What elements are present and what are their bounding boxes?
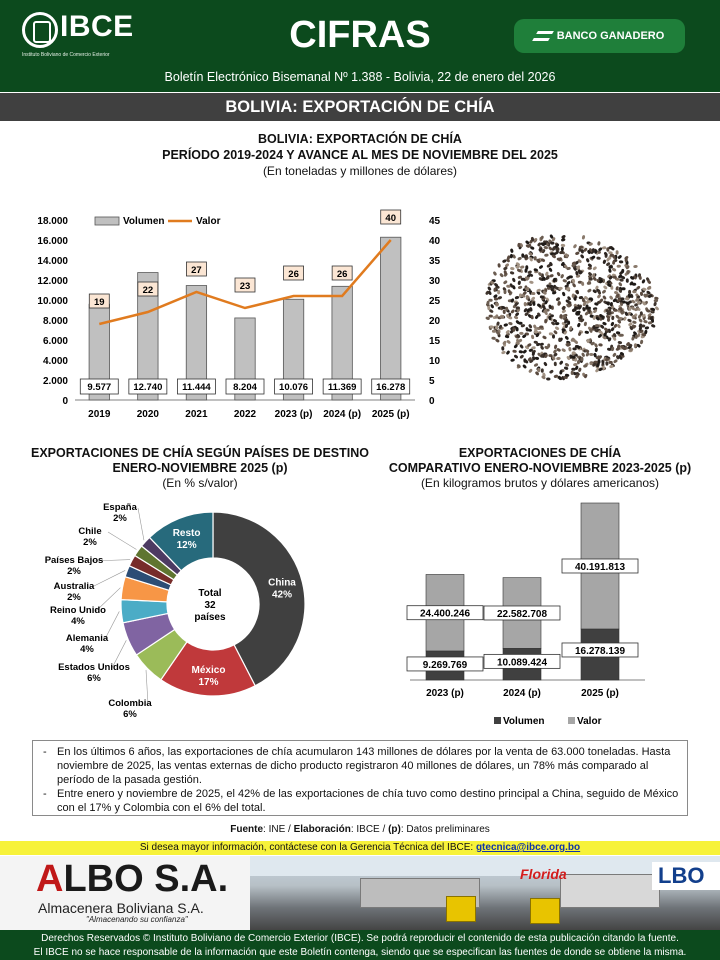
chia-seed <box>632 320 637 324</box>
valor-data-label: 22 <box>142 285 154 296</box>
slice-value-label: 17% <box>198 676 219 688</box>
albo-logo <box>36 858 228 901</box>
logo-subtitle: Instituto Boliviano de Comercio Exterior <box>22 52 110 58</box>
chia-seed <box>616 323 621 328</box>
chia-seed <box>529 280 534 284</box>
chia-seed <box>603 285 608 290</box>
albo-tagline: "Almacenando su confianza" <box>86 915 188 924</box>
chia-seed <box>543 361 548 366</box>
chia-seed <box>517 256 522 261</box>
chia-seed <box>508 321 513 325</box>
chia-seed <box>543 246 548 250</box>
chia-seed <box>556 271 561 276</box>
chia-seed <box>540 345 545 350</box>
y-left-tick-label: 4.000 <box>42 356 68 367</box>
albo-logo-text: LBO S.A. <box>63 858 229 900</box>
chia-seed <box>561 244 566 248</box>
valor-data-label: 26 <box>336 269 348 280</box>
chia-seed <box>549 274 554 278</box>
slice-value-label: 2% <box>83 537 97 548</box>
chia-seed <box>577 323 581 328</box>
x-tick-label: 2023 (p) <box>426 688 464 699</box>
y-right-tick-label: 5 <box>429 376 435 387</box>
chia-seed <box>653 301 657 306</box>
chia-seed <box>502 259 507 264</box>
chia-seed <box>643 319 648 323</box>
chia-seed <box>562 291 566 296</box>
volume-data-label: 9.577 <box>87 382 112 393</box>
chia-seed <box>564 366 569 370</box>
albo-subtitle: Almacenera Boliviana S.A. <box>38 900 204 916</box>
albo-logo-initial: A <box>36 858 64 900</box>
logo-text: IBCE <box>60 10 134 43</box>
main-chart <box>30 205 460 425</box>
chia-seed <box>605 361 609 366</box>
y-right-tick-label: 15 <box>429 336 441 347</box>
chia-seed <box>487 286 492 291</box>
chia-seed <box>580 254 585 259</box>
chia-seed <box>506 339 511 344</box>
chia-seed <box>579 246 583 249</box>
legend-volumen-swatch <box>494 717 501 724</box>
chia-seed <box>564 362 569 367</box>
chia-seed <box>499 273 504 278</box>
chia-seeds-image <box>484 232 660 382</box>
contact-email-link[interactable]: gtecnica@ibce.org.bo <box>475 842 581 853</box>
chia-seed <box>619 260 624 263</box>
chia-seed <box>584 330 589 334</box>
chia-seed <box>608 268 612 273</box>
x-tick-label: 2024 (p) <box>503 688 541 699</box>
elaboration-label: Elaboración <box>293 824 351 835</box>
y-right-tick-label: 25 <box>429 296 441 307</box>
chia-seed <box>571 371 574 376</box>
chia-seed <box>572 283 577 288</box>
x-tick-label: 2025 (p) <box>371 409 410 420</box>
slice-value-label: 6% <box>123 709 137 720</box>
chia-seed <box>549 369 554 374</box>
y-right-tick-label: 40 <box>429 236 441 247</box>
source-label: Fuente <box>230 824 264 835</box>
bank-mark-icon <box>532 31 554 41</box>
y-left-tick-label: 8.000 <box>42 316 68 327</box>
y-left-tick-label: 0 <box>62 396 68 407</box>
chia-seed <box>616 250 619 254</box>
chia-seed <box>602 321 607 326</box>
y-right-tick-label: 0 <box>429 396 435 407</box>
volumen-data-label: 9.269.769 <box>422 659 468 671</box>
chia-seed <box>505 350 510 355</box>
chia-seed <box>513 354 518 359</box>
chia-seed <box>632 290 636 293</box>
volume-data-label: 10.076 <box>279 382 309 393</box>
note-item: - En los últimos 6 años, las exportaciones de chía acumularon 143 millones de dólares por la venta de 63.000 toneladas. Hasta noviembre de 2025, las ventas externas de dicho producto registraron 40 millones de dólares, un 78% más comparado al período de la pasada gestión. <box>41 745 679 787</box>
contact-bar <box>0 841 720 855</box>
chia-seed <box>644 326 649 330</box>
chia-seed <box>510 254 513 259</box>
legend-valor-label: Valor <box>196 216 221 227</box>
volume-data-label: 16.278 <box>376 382 406 393</box>
y-left-tick-label: 2.000 <box>42 376 68 387</box>
slice-label: Alemania <box>65 633 109 644</box>
chia-seed <box>609 295 614 300</box>
chia-seed <box>633 265 638 269</box>
x-tick-label: 2019 <box>88 409 111 420</box>
donut-center-label: 32 <box>204 600 216 611</box>
florida-sign: Florida <box>520 866 567 882</box>
y-left-tick-label: 10.000 <box>37 296 68 307</box>
chia-seed <box>586 258 590 263</box>
chia-seed <box>640 340 644 345</box>
sponsor-name: BANCO GANADERO <box>556 30 665 42</box>
slice-label: Estados Unidos <box>58 662 130 673</box>
valor-data-label: 23 <box>239 281 251 292</box>
chia-seed <box>519 350 524 354</box>
slice-label: Chile <box>78 526 102 537</box>
chia-seed <box>564 335 569 340</box>
chia-seed <box>503 280 508 285</box>
y-right-tick-label: 30 <box>429 276 441 287</box>
chia-seed <box>489 315 493 318</box>
chia-seed <box>501 346 504 351</box>
chia-seed <box>510 267 515 271</box>
slice-value-label: 12% <box>176 540 197 552</box>
forklift-image <box>446 896 476 922</box>
x-tick-label: 2022 <box>233 409 257 420</box>
slice-value-label: 2% <box>113 513 127 524</box>
chia-seed <box>578 367 582 372</box>
chia-seed <box>534 357 539 361</box>
valor-data-label: 22.582.708 <box>496 608 548 620</box>
chia-seed <box>497 263 501 268</box>
volume-data-label: 11.369 <box>327 382 357 393</box>
donut-title-1: EXPORTACIONES DE CHÍA SEGÚN PAÍSES DE DESTINO <box>30 446 369 460</box>
chia-seed <box>554 344 558 349</box>
chia-seed <box>559 360 564 365</box>
chia-seed <box>517 280 521 285</box>
forklift-image <box>530 898 560 924</box>
chia-seed <box>519 344 524 349</box>
chia-seed <box>575 251 580 255</box>
valor-data-label: 40.191.813 <box>574 561 626 573</box>
chia-seed <box>520 265 525 269</box>
chia-seed <box>595 347 599 352</box>
chia-seed <box>514 295 519 299</box>
donut-center-label: países <box>194 612 226 623</box>
chia-seed <box>556 348 561 353</box>
chia-seed <box>628 290 631 294</box>
chia-seed <box>504 290 507 294</box>
preliminary-label: (p) <box>388 824 401 835</box>
chia-seed <box>592 266 597 271</box>
page-title: CIFRAS <box>289 14 431 56</box>
chia-seed <box>651 324 656 329</box>
stacked-title-1: EXPORTACIONES DE CHÍA <box>458 446 622 460</box>
chia-seed <box>626 278 629 282</box>
sponsor-logo[interactable] <box>514 19 685 53</box>
chia-seed <box>546 377 551 380</box>
chia-seed <box>587 288 592 293</box>
y-left-tick-label: 16.000 <box>37 236 68 247</box>
chia-seed <box>518 285 523 289</box>
chia-seed <box>556 357 561 361</box>
chia-seed <box>553 330 558 335</box>
chia-seed <box>577 360 580 365</box>
container-image <box>560 874 660 908</box>
leader-line <box>92 570 125 587</box>
x-tick-label: 2021 <box>185 409 208 420</box>
volume-data-label: 8.204 <box>233 382 257 393</box>
chia-seed <box>528 324 533 329</box>
chia-seed <box>602 259 606 264</box>
slice-label: México <box>191 664 226 676</box>
leader-line <box>108 532 136 549</box>
volume-data-label: 12.740 <box>133 382 163 393</box>
x-tick-label: 2024 (p) <box>323 409 362 420</box>
chia-seed <box>512 350 517 354</box>
y-right-tick-label: 45 <box>429 216 441 227</box>
slice-label: Países Bajos <box>44 555 104 566</box>
x-tick-label: 2020 <box>136 409 159 420</box>
chia-seed <box>617 254 622 259</box>
y-right-tick-label: 35 <box>429 256 441 267</box>
y-left-tick-label: 14.000 <box>37 256 68 267</box>
chia-seed <box>654 306 659 311</box>
legend-volumen-swatch <box>95 217 119 225</box>
chia-seed <box>503 323 508 327</box>
chia-seed <box>571 368 576 371</box>
y-right-tick-label: 20 <box>429 316 441 327</box>
chia-seed <box>510 248 514 253</box>
chia-seed <box>611 316 614 321</box>
chia-seed <box>619 334 623 337</box>
chia-seed <box>601 289 606 294</box>
chia-seed <box>587 267 592 270</box>
preliminary-value: : Datos preliminares <box>400 824 490 835</box>
slice-value-label: 42% <box>271 589 293 601</box>
header <box>0 0 720 92</box>
x-tick-label: 2023 (p) <box>274 409 313 420</box>
albo-sign: LBO <box>652 862 720 890</box>
bulletin-line: Boletín Electrónico Bisemanal Nº 1.388 - Bolivia, 22 de enero del 2026 <box>164 70 556 84</box>
main-chart-title-1: BOLIVIA: EXPORTACIÓN DE CHÍA <box>258 132 462 146</box>
slice-value-label: 2% <box>67 592 81 603</box>
chia-seed <box>597 241 601 246</box>
footer-line-1: Derechos Reservados © Instituto Boliviano de Comercio Exterior (IBCE). Se podrá reproducir el contenido de esta publicación citando la fuente. <box>41 933 679 944</box>
legend-volumen-label: Volumen <box>123 216 165 227</box>
chia-seed <box>512 277 516 282</box>
y-left-tick-label: 12.000 <box>37 276 68 287</box>
chia-seed <box>613 359 618 364</box>
chia-seed <box>581 352 586 357</box>
slice-label: España <box>103 502 137 513</box>
chia-seed <box>524 302 527 307</box>
chia-seed <box>503 310 506 315</box>
chia-seed <box>542 335 547 340</box>
albo-ad-banner[interactable] <box>0 856 720 930</box>
chia-seed <box>602 246 607 250</box>
leader-line <box>138 508 144 540</box>
chia-seed <box>589 353 594 356</box>
legend-valor-swatch <box>568 717 575 724</box>
slice-label: Reino Unido <box>50 605 106 616</box>
chia-seed <box>510 271 515 275</box>
footer <box>0 930 720 960</box>
chia-seed <box>641 279 646 284</box>
slice-label: Australia <box>53 581 95 592</box>
chia-seed <box>617 341 622 345</box>
note-item: - Entre enero y noviembre de 2025, el 42% de las exportaciones de chía tuvo como destino principal a China, seguido de México con el 17% y Colombia con el 6% del total. <box>41 787 679 815</box>
chia-seed <box>561 238 566 242</box>
slice-label: China <box>268 577 296 589</box>
y-left-tick-label: 6.000 <box>42 336 68 347</box>
chia-seed <box>491 337 496 341</box>
chia-seed <box>519 332 524 335</box>
slice-label: Colombia <box>108 698 152 709</box>
chia-seed <box>554 326 559 331</box>
volumen-data-label: 10.089.424 <box>496 657 548 669</box>
valor-data-label: 19 <box>93 297 105 308</box>
y-right-tick-label: 10 <box>429 356 441 367</box>
chia-seed <box>501 350 506 354</box>
slice-value-label: 2% <box>67 566 81 577</box>
chia-seed <box>533 363 538 368</box>
chia-seed <box>528 368 533 373</box>
chia-seed <box>561 247 565 252</box>
notes-box <box>32 740 688 816</box>
donut-title-2: ENERO-NOVIEMBRE 2025 (p) <box>112 461 288 475</box>
slice-value-label: 6% <box>87 673 101 684</box>
chia-seed <box>555 297 560 302</box>
chia-seed <box>627 318 632 323</box>
stacked-chart <box>400 495 690 735</box>
section-title: BOLIVIA: EXPORTACIÓN DE CHÍA <box>0 93 720 121</box>
x-tick-label: 2025 (p) <box>581 688 619 699</box>
volumen-data-label: 16.278.139 <box>574 645 626 657</box>
slice-value-label: 4% <box>71 616 85 627</box>
contact-text: Si desea mayor información, contáctese con la Gerencia Técnica del IBCE: <box>139 842 476 853</box>
chia-seed <box>522 364 527 369</box>
donut-center-label: Total <box>198 588 222 599</box>
chia-seed <box>584 321 588 326</box>
chia-seed <box>510 358 515 362</box>
chia-seed <box>541 368 544 373</box>
source-line <box>0 824 720 835</box>
chia-seed <box>618 282 623 287</box>
sky-area <box>250 856 720 876</box>
chia-seed <box>596 256 601 260</box>
main-chart-subtitle: (En toneladas y millones de dólares) <box>262 164 458 178</box>
source-value: : INE / <box>263 824 294 835</box>
chia-seed <box>544 253 549 256</box>
chia-seed <box>638 318 643 323</box>
chia-seed <box>562 279 567 283</box>
elaboration-value: : IBCE / <box>350 824 389 835</box>
valor-data-label: 26 <box>288 269 299 280</box>
slice-label: Resto <box>172 528 201 540</box>
slice-value-label: 4% <box>80 644 94 655</box>
chia-seed <box>573 244 578 249</box>
donut-chart <box>30 498 330 728</box>
chia-seed <box>538 264 543 269</box>
y-left-tick-label: 18.000 <box>37 216 68 227</box>
chia-seed <box>492 271 497 276</box>
chia-seed <box>596 294 601 299</box>
donut-subtitle: (En % s/valor) <box>162 476 238 490</box>
chia-seed <box>582 235 586 240</box>
footer-line-2: El IBCE no se hace responsable de la información que este Boletín contenga, siendo que se especifican las fuentes de donde se obtiene la misma. <box>33 947 687 958</box>
chia-seed <box>554 362 557 367</box>
chia-seed <box>598 343 603 347</box>
chia-seed <box>560 274 565 279</box>
legend-volumen-label: Volumen <box>503 716 545 727</box>
volume-data-label: 11.444 <box>182 382 211 393</box>
chia-seed <box>617 265 621 268</box>
stacked-subtitle: (En kilogramos brutos y dólares americanos) <box>420 476 660 490</box>
stacked-title-2: COMPARATIVO ENERO-NOVIEMBRE 2023-2025 (p) <box>388 461 692 475</box>
chia-seed <box>548 267 553 272</box>
chia-seed <box>519 354 524 359</box>
chia-seed <box>531 334 535 339</box>
volume-bar <box>381 237 401 400</box>
chia-seed <box>561 348 566 353</box>
chia-seed <box>490 304 495 309</box>
valor-data-label: 27 <box>191 265 202 276</box>
legend-valor-label: Valor <box>577 716 602 727</box>
valor-data-label: 24.400.246 <box>419 608 471 620</box>
chia-seed <box>568 347 572 352</box>
valor-data-label: 40 <box>385 213 397 224</box>
main-chart-title-2: PERÍODO 2019-2024 Y AVANCE AL MES DE NOVIEMBRE DEL 2025 <box>162 148 558 162</box>
